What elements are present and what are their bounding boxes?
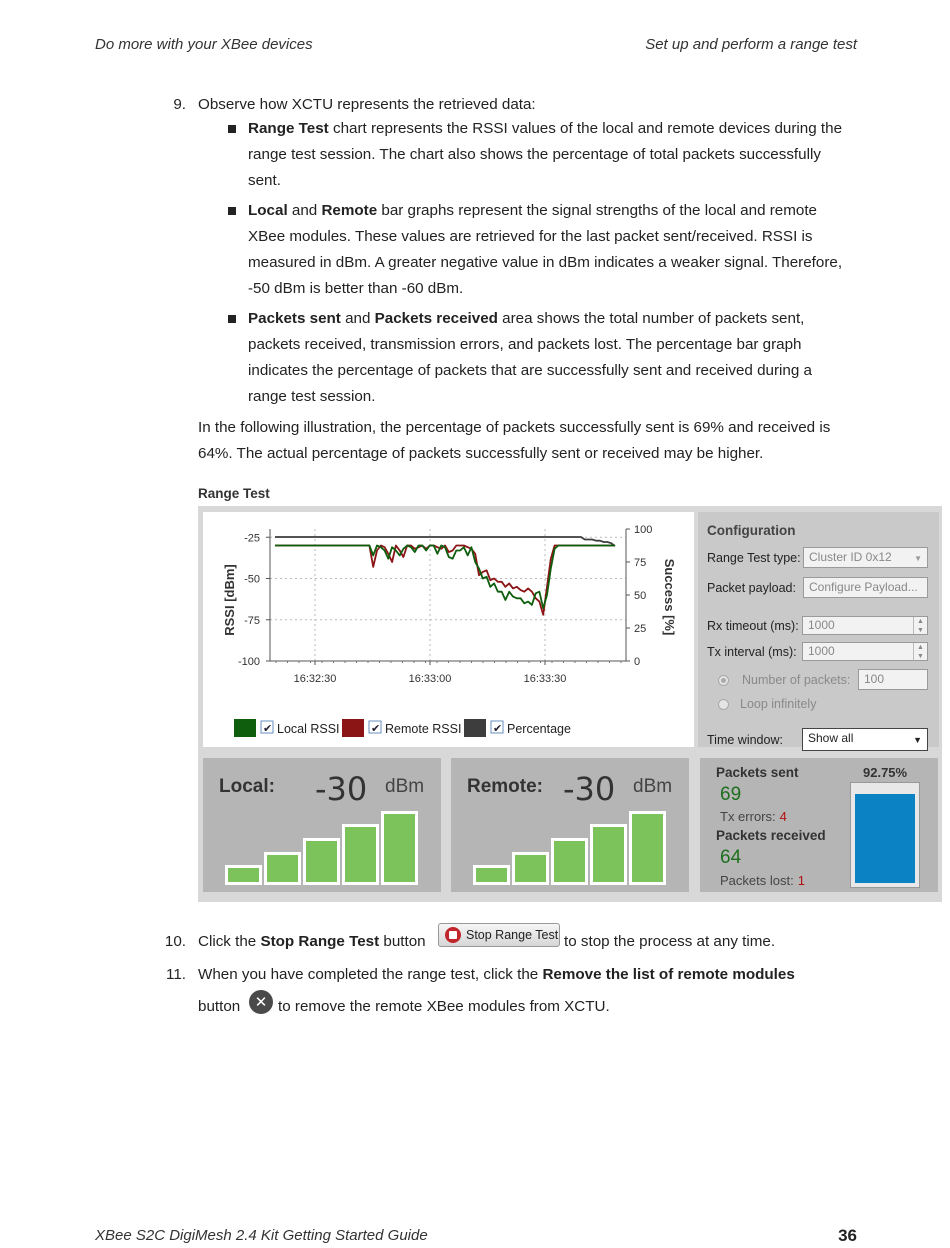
signal-bar [381,811,418,885]
range-test-type-value: Cluster ID 0x12 [809,550,892,564]
range-test-figure [198,506,942,902]
legend-label-percentage: Percentage [507,722,571,736]
signal-bar [342,824,379,885]
remote-signal-panel [451,758,689,892]
signal-bar [512,852,549,885]
close-icon: ✕ [254,993,268,1011]
number-of-packets-input[interactable]: 100 [858,669,928,690]
running-header-left: Do more with your XBee devices [95,36,313,53]
legend-swatch-local [234,719,256,737]
success-percentage-fill [855,794,915,883]
stop-icon [445,927,461,943]
y2-tick-label: 100 [634,524,653,536]
remove-remote-modules-button[interactable] [249,990,273,1014]
rx-timeout-label: Rx timeout (ms): [707,619,799,633]
y-tick-label: -50 [244,573,260,586]
tx-interval-label: Tx interval (ms): [707,645,797,659]
step10-text-post: to stop the process at any time. [564,933,776,950]
tx-interval-input[interactable] [802,642,928,661]
step10-text-pre: Click the Stop Range Test button [198,933,426,950]
y-tick-label: -75 [244,614,260,627]
legend-check-local-icon: ✔ [263,723,273,735]
rx-timeout-value: 1000 [808,618,835,632]
page-number: 36 [838,1226,857,1245]
configuration-panel [698,512,939,747]
remote-label: Remote: [467,776,544,797]
remote-rssi-value: -30 [563,770,616,808]
packets-received-value: 64 [720,847,742,868]
bullet-packets-line2: packets received, transmission errors, and packets lost. The percentage bar graph [248,336,802,353]
signal-bar [303,838,340,885]
signal-bar [473,865,510,885]
local-unit: dBm [385,776,425,797]
paragraph-line1: In the following illustration, the percentage of packets successfully sent is 69% and received is [198,419,831,436]
spinner-icon[interactable]: ▲ ▼ [913,617,927,634]
y-axis-label: RSSI [dBm] [222,564,237,636]
remote-unit: dBm [633,776,673,797]
step-number: 11. [166,966,186,983]
step11-text-button: button [198,998,241,1015]
legend-label-local: Local RSSI [277,722,340,736]
number-of-packets-label: Number of packets: [742,673,851,687]
spinner-icon[interactable]: ▲ ▼ [913,643,927,660]
signal-bar [264,852,301,885]
range-test-type-select[interactable] [803,547,928,568]
legend-label-remote: Remote RSSI [385,722,462,736]
bullet-packets-line4: range test session. [248,388,376,405]
signal-bar [629,811,666,885]
success-percentage-bar [850,782,920,888]
bullet-marker [228,207,236,215]
bullet-local-remote-line4: -50 dBm is better than -60 dBm. [248,280,464,297]
local-signal-panel [203,758,441,892]
step-number: 9. [173,96,186,113]
range-test-type-label: Range Test type: [707,551,801,565]
legend-swatch-percentage [464,719,486,737]
local-label: Local: [219,776,275,797]
signal-bar [225,865,262,885]
configure-payload-button[interactable]: Configure Payload... [803,577,928,598]
packets-sent-value: 69 [720,784,742,805]
step-text: Observe how XCTU represents the retrieved data: [198,96,536,113]
packets-panel [700,758,938,892]
local-rssi-value: -30 [315,770,368,808]
running-header-right: Set up and perform a range test [645,36,857,53]
step11-text-line2: to remove the remote XBee modules from XCTU. [278,998,610,1015]
bullet-packets-line3: indicates the percentage of packets that are successfully sent and received during a [248,362,812,379]
y2-tick-label: 50 [634,590,647,602]
bullet-range-test-line2: range test session. The chart also shows the percentage of total packets successfully [248,146,821,163]
x-tick-label: 16:32:30 [293,673,337,685]
y2-tick-label: 25 [634,623,647,635]
signal-bar [551,838,588,885]
loop-infinitely-radio[interactable] [718,699,729,710]
bullet-local-remote-line1: Local and Remote bar graphs represent the signal strengths of the local and remote [248,202,818,219]
y-tick-label: -25 [244,532,260,545]
bullet-local-remote-line2: XBee modules. These values are retrieved for the last packet sent/received. RSSI is [248,228,813,245]
figure-title: Range Test [198,486,270,501]
x-tick-label: 16:33:30 [523,673,567,685]
signal-bar [590,824,627,885]
tx-interval-value: 1000 [808,644,835,658]
rssi-chart [203,512,694,747]
packets-lost: Packets lost: 1 [720,873,805,888]
footer-title: XBee S2C DigiMesh 2.4 Kit Getting Started Guide [95,1227,428,1244]
time-window-label: Time window: [707,733,783,747]
number-of-packets-radio[interactable] [718,675,729,686]
tx-errors: Tx errors: 4 [720,809,787,824]
x-tick-label: 16:33:00 [408,673,452,685]
y-tick-label: -100 [237,656,260,668]
legend-check-remote-icon: ✔ [371,723,381,735]
packets-sent-label: Packets sent [716,765,799,780]
packets-received-label: Packets received [716,828,826,843]
success-percentage-label: 92.75% [863,765,908,780]
local-rssi-line [275,546,615,609]
paragraph-line2: 64%. The actual percentage of packets successfully sent or received may be higher. [198,445,764,462]
time-window-value: Show all [808,731,854,745]
bullet-range-test-line1: Range Test chart represents the RSSI values of the local and remote devices during the [248,120,843,137]
bullet-packets-line1: Packets sent and Packets received area shows the total number of packets sent, [248,310,805,327]
step-number: 10. [164,933,186,950]
chevron-down-icon: ▼ [914,554,922,563]
chart-legend [234,719,571,737]
rx-timeout-input[interactable] [802,616,928,635]
y2-tick-label: 75 [634,557,647,569]
stop-range-test-label: Stop Range Test [466,928,559,942]
chart-panel [203,512,694,747]
configuration-title: Configuration [707,523,796,538]
legend-swatch-remote [342,719,364,737]
chevron-down-icon: ▼ [913,735,922,745]
bullet-range-test-line3: sent. [248,172,281,189]
loop-infinitely-label: Loop infinitely [740,697,817,711]
bullet-local-remote-line3: measured in dBm. A greater negative value in dBm indicates a weaker signal. Therefore, [248,254,843,271]
y2-tick-label: 0 [634,656,641,668]
bullet-marker [228,125,236,133]
stop-range-test-button[interactable] [438,923,560,947]
y2-axis-label: Success [%] [662,558,677,636]
remote-rssi-line [275,546,615,615]
bullet-marker [228,315,236,323]
time-window-select[interactable] [802,728,928,751]
legend-check-percentage-icon: ✔ [493,723,503,735]
packet-payload-label: Packet payload: [707,581,796,595]
step11-text-line1: When you have completed the range test, click the Remove the list of remote modules [198,966,795,983]
